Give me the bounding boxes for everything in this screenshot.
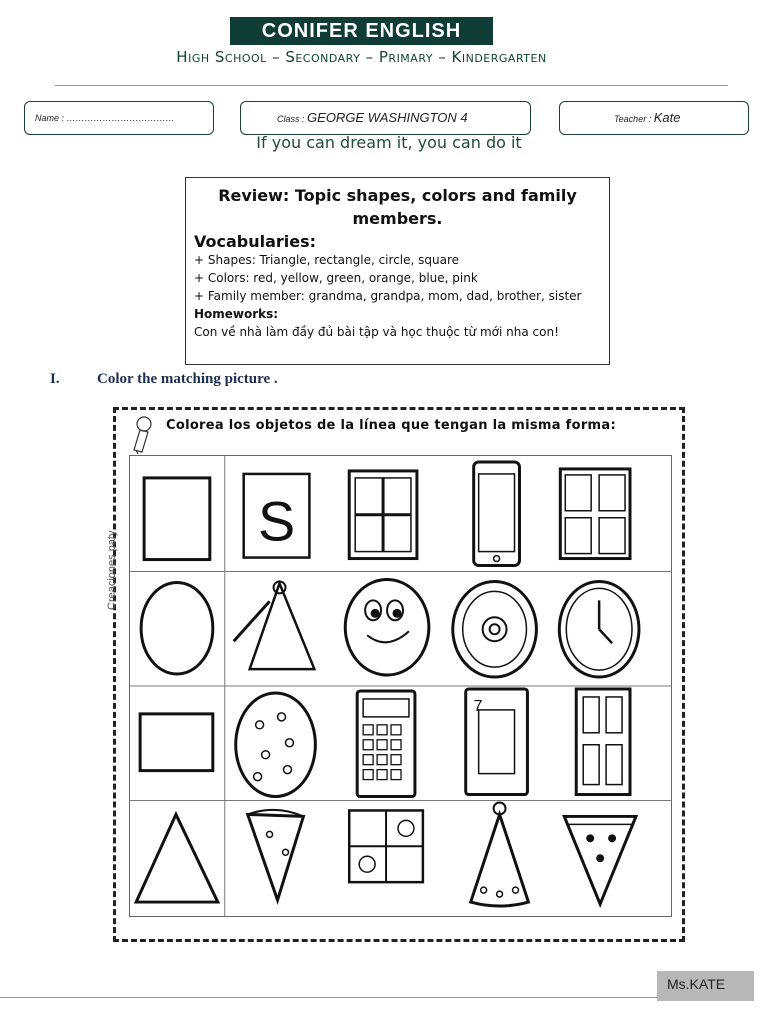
vocab-shapes: + Shapes: Triangle, rectangle, circle, square: [194, 253, 460, 267]
row-1: [144, 462, 630, 566]
pencil-icon: [120, 410, 160, 454]
clock-icon: [559, 581, 639, 677]
homework-heading: Homeworks:: [194, 307, 279, 321]
smartphone-icon: [474, 462, 520, 566]
cabinet-icon: [560, 469, 630, 559]
class-value: GEORGE WASHINGTON 4: [307, 110, 468, 125]
name-value: ………………………………: [66, 113, 175, 123]
name-field[interactable]: [24, 101, 214, 135]
worksheet-credit: Creaciones paty: [106, 530, 118, 610]
cookie-icon: [236, 693, 316, 797]
teacher-field[interactable]: [559, 101, 749, 135]
header-divider: [55, 85, 728, 86]
class-field[interactable]: [240, 101, 531, 135]
window-icon: [349, 471, 417, 559]
triangle-instrument-icon: [234, 581, 315, 669]
cd-disc-icon: [453, 581, 537, 677]
pizza-slice-icon: [248, 810, 304, 900]
teacher-label: Teacher :: [614, 114, 652, 124]
quilt-icon: [349, 810, 423, 882]
watermelon-slice-icon: [564, 816, 636, 904]
school-levels: High School – Secondary – Primary – Kindergarten: [176, 48, 547, 66]
author-tag: Ms.KATE: [657, 971, 754, 1001]
party-hat-icon: [471, 802, 529, 906]
section-title: Color the matching picture .: [97, 371, 278, 387]
smiley-face-icon: [345, 579, 429, 675]
row-4: [136, 802, 636, 906]
vocabulary-heading: Vocabularies:: [194, 232, 317, 251]
footer-divider: [0, 997, 657, 998]
svg-text:S: S: [257, 490, 296, 553]
name-label: Name :: [35, 113, 65, 123]
school-logo: CONIFER ENGLISH: [230, 17, 493, 45]
rectangle-shape: [140, 714, 213, 771]
vocab-family: + Family member: grandma, grandpa, mom, dad, brother, sister: [194, 289, 582, 303]
calculator-icon: [357, 691, 415, 797]
triangle-shape: [136, 814, 218, 902]
circle-shape: [141, 582, 213, 674]
picture-grid[interactable]: [129, 455, 672, 917]
door-icon: [576, 689, 630, 795]
section-heading: [50, 371, 278, 388]
motto: If you can dream it, you can do it: [256, 133, 522, 152]
vocab-colors: + Colors: red, yellow, green, orange, blue, pink: [194, 271, 478, 285]
playing-card-icon: [466, 689, 528, 795]
row-3: [140, 689, 630, 797]
review-title: Review: Topic shapes, colors and family members.: [218, 186, 577, 228]
review-box: [185, 177, 610, 365]
row-2: [141, 579, 639, 677]
class-label: Class :: [277, 114, 305, 124]
homework-text: Con về nhà làm đầy đủ bài tập và học thuộc từ mới nha con!: [194, 325, 559, 339]
section-number: I.: [50, 371, 60, 387]
square-shape: [144, 478, 210, 560]
svg-text:7: 7: [473, 697, 483, 715]
teacher-value: Kate: [653, 110, 681, 125]
letter-s-card: [244, 474, 310, 558]
worksheet-title: Colorea los objetos de la línea que tengan la misma forma:: [166, 418, 616, 433]
